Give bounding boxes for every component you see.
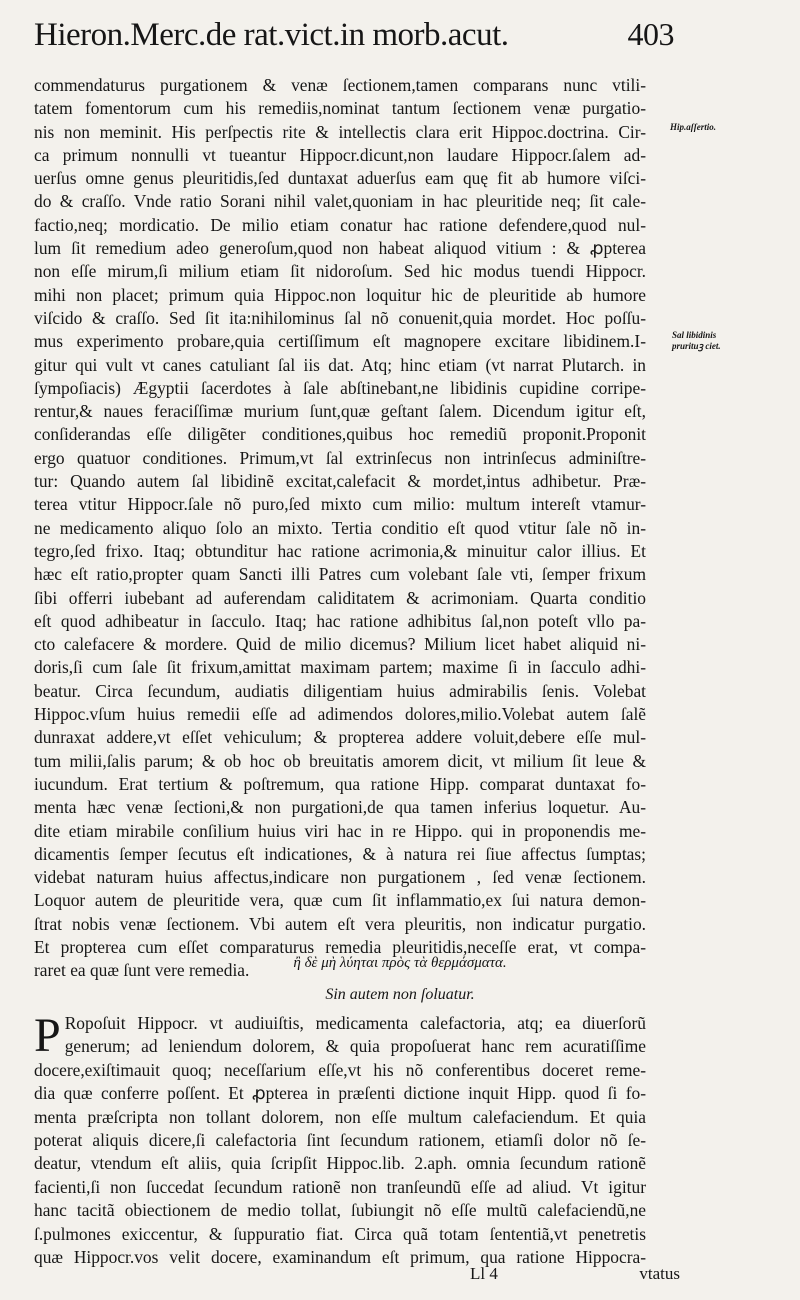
- text-line: Hippoc.vſum huius remedii eſſe ad adimendos dolores,milio.Volebat autem ſalẽ: [34, 704, 646, 725]
- text-line: deatur, vtendum eſt aliis, quia ſcripſit Hippoc.lib. 2.aph. omnia ſecundum rationẽ: [34, 1153, 646, 1174]
- text-line: tur: Quando autem ſal libidinẽ excitat,calefacit & mordet,intus adhibetur. Præ-: [34, 471, 646, 492]
- text-line: viſcido & craſſo. Sed ſit ita:nihilominus ſal nõ conuenit,quia mordet. Hoc poſſu-: [34, 307, 646, 328]
- margin-note-sal-libidinis: [672, 330, 752, 352]
- text-line: generum; ad leniendum dolorem, & quia propoſuerat hanc rem acuratiſſime: [64, 1036, 646, 1057]
- text-line: raret ea quæ ſunt vere remedia.: [34, 960, 250, 981]
- text-line: menta hæc venæ ſectioni,& non purgationi,de qua tamen inferius loquetur. Au-: [34, 797, 646, 818]
- text-line: videbat naturam huius affectus,indicare non purgationem , ſed venæ ſectionem.: [34, 867, 646, 888]
- main-paragraph: [34, 74, 646, 983]
- text-line: uerſus omne genus pleuritidis,ſed duntaxat aduerſus eam quę fit ab humore viſci-: [34, 168, 646, 189]
- running-head-title: Hieron.Merc.de rat.vict.in morb.acut.: [34, 17, 509, 53]
- text-line: nis non meminit. His perſpectis rite & intellectis clara erit Hippoc.doctrina. Cir-: [34, 121, 646, 142]
- drop-cap: P: [34, 1009, 61, 1062]
- text-line: ſympoſiacis) Ægyptii ſacerdotes à ſale abſtinebant,ne libidinis cupidine corripe-: [34, 377, 646, 398]
- text-line: Loquor autem de pleuritide vera, quæ cum ſit inflammatio,ex ſui natura demon-: [34, 890, 646, 911]
- text-line: commendaturus purgationem & venæ ſectionem,tamen comparans nunc vtili-: [34, 75, 646, 95]
- greek-lemma: ἢ δὲ μὴ λύηται πρὸς τὰ θερμάσματα.: [293, 955, 507, 971]
- text-line: doris,ſi cum ſale ſit frixum,amittat maximam partem; maxime ſi in ſacculo adhi-: [34, 657, 646, 678]
- catchword: vtatus: [639, 1264, 680, 1283]
- latin-lemma: Sin autem non ſoluatur.: [325, 986, 475, 1003]
- text-line: docere,exiſtimauit quoq; neceſſarium eſſe,vt his nõ conferentibus doceret reme-: [34, 1059, 646, 1080]
- text-line: ſtrat nobis venæ ſectionem. Vbi autem eſt vera pleuritis, non indicatur purgatio.: [34, 913, 646, 934]
- text-line: tegro,ſed frixo. Itaq; obtunditur hac ratione acrimonia,& minuitur calor illius. Et: [34, 540, 646, 561]
- text-line: ergo quatuor conditiones. Primum,vt ſal extrinſecus non intrinſecus adminiſtre-: [34, 447, 646, 468]
- text-line: ne medicamento aliquo ſolo an mixto. Tertia conditio eſt quod vtitur ſale nõ in-: [34, 517, 646, 538]
- text-line: ca primum nonnulli vt tueantur Hippocr.dicunt,non laudare Hippocr.ſalem ad-: [34, 144, 646, 165]
- text-line: mihi non placet; primum quia Hippoc.non loquitur hic de pleuritide ab humore: [34, 284, 646, 305]
- text-line: menta præſcripta non tollant dolorem, non eſſe multum calefaciendum. Et quia: [34, 1106, 646, 1127]
- text-line: tatem fomentorum cum his remediis,nominat tantum ſectionem venæ purgatio-: [34, 98, 646, 119]
- text-line: beatur. Circa ſecundum, audiatis diligentiam huius admirabilis ſenis. Volebat: [34, 680, 646, 701]
- text-line: poterat aliquis dicere,ſi calefactoria ſint ſecundum rationem, etiamſi dolor nõ ſe-: [34, 1130, 646, 1151]
- text-line: conſiderandas eſſe diligẽter conditiones,quibus hoc remediũ proponit.Proponit: [34, 424, 646, 445]
- text-line: quæ Hippocr.vos velit docere, examinandum eſt primum, qua ratione Hippocra-: [34, 1247, 646, 1268]
- text-line: cto calefacere & mordere. Quid de milio dicemus? Milium licet habet aliquid ni-: [34, 634, 646, 655]
- text-line: hæc eſt ratio,propter quam Sancti illi Patres cum volebant ſale vti, ſemper frixum: [34, 564, 646, 585]
- text-line: iucundum. Erat tertium & poſtremum, qua ratione Hipp. comparat duntaxat fo-: [34, 773, 646, 794]
- text-line: dite etiam mirabile conſilium huius viri hac in re Hippo. qui in proponendis me-: [34, 820, 646, 841]
- text-line: mus experimento probare,quia certiſſimum eſt magnopere excitare libidinem.I-: [34, 331, 646, 352]
- signature-mark: Ll 4: [470, 1264, 498, 1283]
- text-line: rentur,& naues feraciſſimæ murium ſunt,quæ geſtant ſalem. Dicendum igitur eſt,: [34, 401, 646, 422]
- page-number: 403: [627, 16, 674, 52]
- text-line: facienti,ſi non ſuccedat ſecundum rationẽ non tranſeundũ eſſe ad aliud. Vt igitur: [34, 1176, 646, 1197]
- text-line: ſ.pulmones exiccentur, & ſuppuratio fiat. Circa quã totam ſententiã,vt penetretis: [34, 1223, 646, 1244]
- text-line: dunraxat addere,vt eſſet vehiculum; & propterea addere voluit,debere eſſe mul-: [34, 727, 646, 748]
- text-line: dia quæ conferre poſſent. Et ꝓpterea in præſenti dictione inquit Hipp. quod ſi fo-: [34, 1083, 646, 1104]
- text-line: gitur qui vult vt canes catuliant ſal iis dat. Atq; hinc etiam (vt narrat Plutarch. in: [34, 354, 646, 375]
- text-line: ſibi offerri iubebant ad auferendam caliditatem & acrimoniam. Quarta conditio: [34, 587, 646, 608]
- text-line: non eſſe mirum,ſi milium etiam ſit nidoroſum. Sed hic modus tuendi Hippocr.: [34, 261, 646, 282]
- text-line: Et propterea cum eſſet comparaturus remedia pleuritidis,neceſſe erat, vt compa-: [34, 936, 646, 957]
- text-line: factio,neq; mordicatio. De milio etiam conatur hac ratione defendere,quod nul-: [34, 214, 646, 235]
- page-footer: [470, 1264, 680, 1284]
- text-line: do & craſſo. Vnde ratio Sorani nihil valet,quoniam in hac pleuritide neq; ſit cale-: [34, 191, 646, 212]
- margin-note-hip-assertio: Hip.aſſertio.: [670, 122, 716, 132]
- text-line: dicamentis ſemper ſecutus eſt indicationes, & à natura rei ſiue affectus ſumptas;: [34, 843, 646, 864]
- text-line: terea vtitur Hippocr.ſale nõ puro,ſed mixto cum milio: multum intereſt vtamur-: [34, 494, 646, 515]
- text-line: hanc tacitã obiectionem de medio tollat, ſubiungit nõ eſſe multũ calefaciendũ,ne: [34, 1200, 646, 1221]
- margin-note-line: prurituꝫ ciet.: [672, 341, 721, 351]
- text-line: eſt quod adhibeatur in ſacculo. Itaq; hac ratione adhibitus ſal,non poteſt vllo pa-: [34, 610, 646, 631]
- running-head: [34, 16, 674, 54]
- text-line: Ropoſuit Hippocr. vt audiuiſtis, medicamenta calefactoria, atq; ea diuerſorũ: [64, 1013, 646, 1033]
- text-line: lum ſit remedium adeo generoſum,quod non habeat aliquod vitium : & ꝓpterea: [34, 238, 646, 259]
- margin-note-line: Sal libidinis: [672, 330, 717, 340]
- text-line: tum milii,ſalis parum; & ob hoc ob breuitatis amorem dicit, vt milium ſit leue &: [34, 750, 646, 771]
- commentary-paragraph: [34, 1009, 646, 1269]
